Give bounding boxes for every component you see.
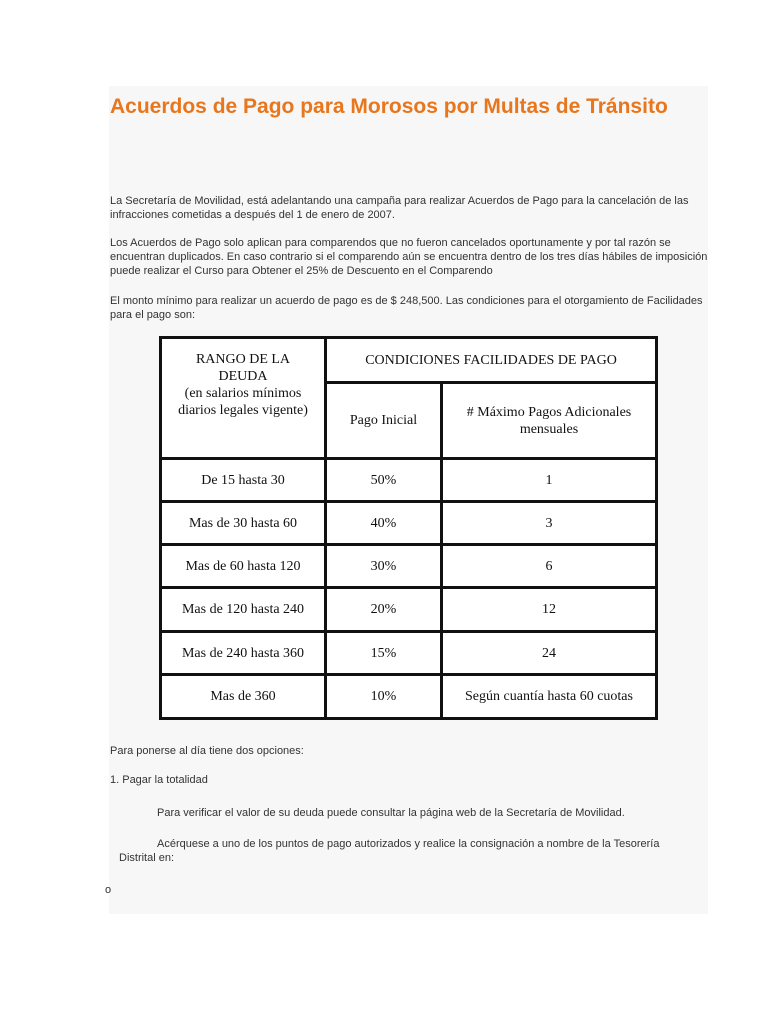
cell-text: 15% <box>370 645 397 661</box>
table-cell-range <box>162 633 324 673</box>
header-initial-text: Pago Inicial <box>349 413 418 428</box>
table-cell-initial <box>327 460 440 500</box>
table-cell-max <box>443 589 655 630</box>
cell-text: 24 <box>542 645 556 661</box>
cell-text: 10% <box>370 689 397 704</box>
cell-text: 6 <box>545 558 553 574</box>
table-cell-initial <box>327 546 440 586</box>
cell-text: 30% <box>370 558 397 574</box>
table-cell-range <box>162 676 324 717</box>
table-cell-initial <box>327 503 440 543</box>
header-conditions-cell <box>327 339 655 381</box>
table-cell-initial <box>327 589 440 630</box>
cell-text: 1 <box>545 472 553 488</box>
payment-points-paragraph: Acérquese a uno de los puntos de pago autorizados y realice la consignación a nombre de la Tesorería <box>157 838 660 850</box>
payment-conditions-table <box>159 336 658 720</box>
cell-text: Mas de 30 hasta 60 <box>188 515 298 531</box>
cell-text: Mas de 360 <box>210 689 276 704</box>
options-paragraph: Para ponerse al día tiene dos opciones: <box>110 745 304 757</box>
table-cell-range <box>162 460 324 500</box>
header-initial-cell <box>327 384 440 457</box>
header-range-line: diarios legales vigente) <box>178 403 308 418</box>
header-max-line: mensuales <box>519 421 579 437</box>
cell-text: Mas de 60 hasta 120 <box>185 558 301 574</box>
header-range-line: RANGO DE LA <box>195 352 291 367</box>
header-range-line: (en salarios mínimos <box>184 386 302 401</box>
applicability-paragraph: Los Acuerdos de Pago solo aplican para comparendos que no fueron cancelados oportunamente y por tal razón se encuentran duplicados. En caso contrario si el comparendo aún se encuentra dentro de los tres días hábiles de imposición puede realizar el Curso para Obtener el 25% de Descuento en el Comparendo <box>110 237 708 277</box>
cell-text: Mas de 240 hasta 360 <box>181 645 305 661</box>
cell-text: 40% <box>370 515 397 531</box>
table-cell-initial <box>327 633 440 673</box>
cell-text: 50% <box>370 472 397 488</box>
cell-text: Según cuantía hasta 60 cuotas <box>465 689 633 704</box>
intro-paragraph: La Secretaría de Movilidad, está adelantando una campaña para realizar Acuerdos de Pago para la cancelación de las infracciones cometidas a después del 1 de enero de 2007. <box>110 195 689 221</box>
header-max-cell <box>443 384 655 457</box>
list-bullet: o <box>105 884 112 896</box>
table-cell-max <box>443 676 655 717</box>
verify-debt-paragraph: Para verificar el valor de su deuda puede consultar la página web de la Secretaría de Movilidad. <box>157 807 625 819</box>
table-cell-max <box>443 460 655 500</box>
header-range-line: DEUDA <box>218 369 268 384</box>
table-cell-max <box>443 503 655 543</box>
cell-text: 12 <box>542 602 556 617</box>
cell-text: 20% <box>370 602 397 617</box>
cell-text: De 15 hasta 30 <box>201 472 285 488</box>
option-one-heading: 1. Pagar la totalidad <box>110 774 208 786</box>
table-cell-range <box>162 546 324 586</box>
cell-text: Mas de 120 hasta 240 <box>181 602 305 617</box>
table-cell-range <box>162 503 324 543</box>
table-cell-max <box>443 633 655 673</box>
table-cell-max <box>443 546 655 586</box>
header-conditions-text: CONDICIONES FACILIDADES DE PAGO <box>365 352 617 368</box>
header-range-cell <box>162 339 324 457</box>
header-max-line: # Máximo Pagos Adicionales <box>466 404 632 420</box>
table-cell-range <box>162 589 324 630</box>
page-title: Acuerdos de Pago para Morosos por Multas de Tránsito <box>110 95 668 118</box>
cell-text: 3 <box>545 515 553 531</box>
table-cell-initial <box>327 676 440 717</box>
minimum-amount-paragraph: El monto mínimo para realizar un acuerdo de pago es de $ 248,500. Las condiciones para el otorgamiento de Facilidades para el pago son: <box>110 295 703 321</box>
payment-points-paragraph-cont: Distrital en: <box>119 852 175 864</box>
